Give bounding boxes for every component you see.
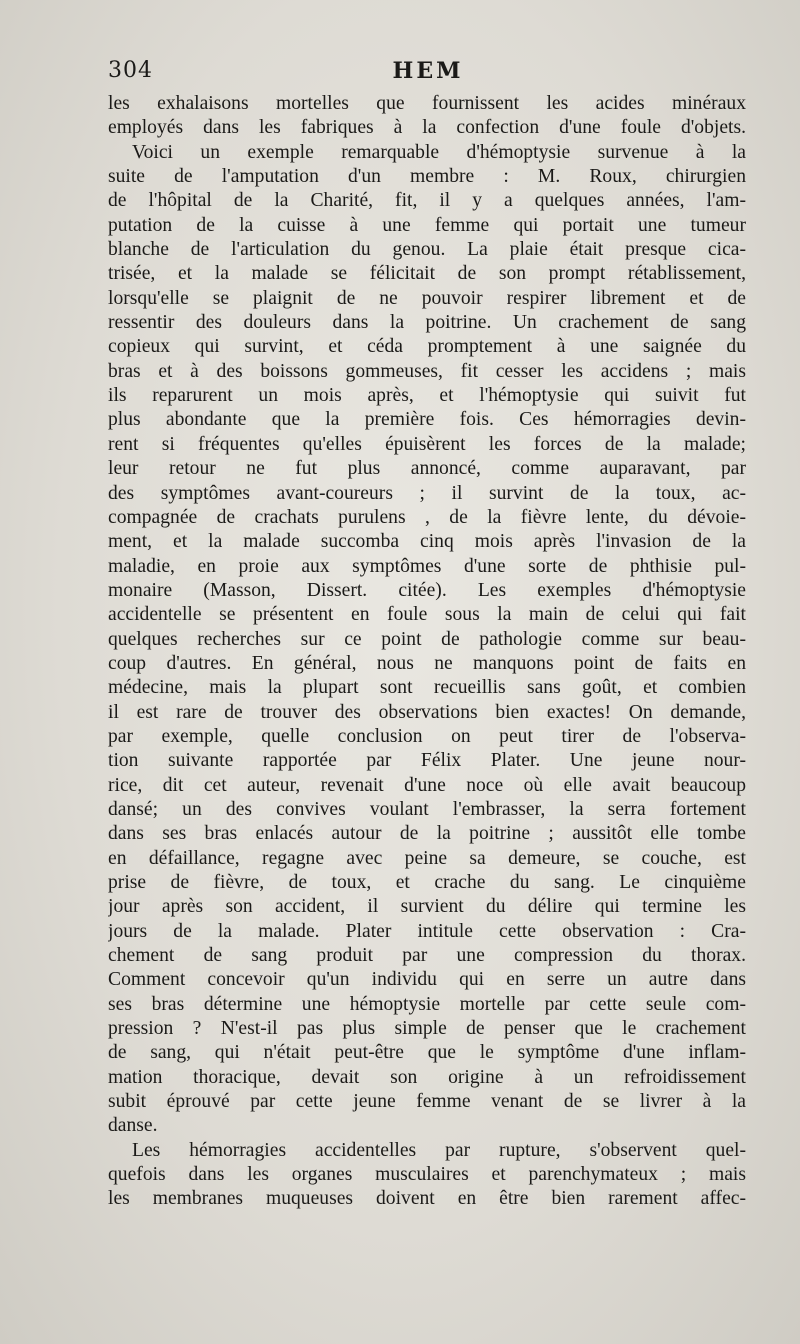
text-line: dansé; un des convives voulant l'embrasser, la serra fortement xyxy=(108,798,746,820)
text-line: Les hémorragies accidentelles par rupture, s'observent quel- xyxy=(132,1139,746,1161)
text-line: médecine, mais la plupart sont recueillis sans goût, et combien xyxy=(108,677,746,699)
text-line: jour après son accident, il survient du délire qui termine les xyxy=(108,896,746,918)
text-line: ment, et la malade succomba cinq mois après l'invasion de la xyxy=(108,531,746,553)
text-line: dans ses bras enlacés autour de la poitrine ; aussitôt elle tombe xyxy=(108,823,746,845)
text-line: mation thoracique, devait son origine à un refroidissement xyxy=(108,1066,746,1088)
running-head: HEM xyxy=(392,58,464,84)
text-line: subit éprouvé par cette jeune femme venant de se livrer à la xyxy=(108,1091,746,1113)
text-line: de l'hôpital de la Charité, fit, il y a quelques années, l'am- xyxy=(108,190,746,212)
text-line: les membranes muqueuses doivent en être bien rarement affec- xyxy=(108,1188,746,1210)
text-line: maladie, en proie aux symptômes d'une sorte de phthisie pul- xyxy=(108,555,746,577)
text-line: chement de sang produit par une compression du thorax. xyxy=(108,945,746,967)
text-line: bras et à des boissons gommeuses, fit cesser les accidens ; mais xyxy=(108,360,746,382)
text-line: jours de la malade. Plater intitule cette observation : Cra- xyxy=(108,920,746,942)
text-line: copieux qui survint, et céda promptement à une saignée du xyxy=(108,336,746,358)
text-line: danse. xyxy=(108,1115,158,1137)
text-line: quelques recherches sur ce point de pathologie comme sur beau- xyxy=(108,628,746,650)
text-line: tion suivante rapportée par Félix Plater. Une jeune nour- xyxy=(108,750,746,772)
text-line: compagnée de crachats purulens , de la fièvre lente, du dévoie- xyxy=(108,506,746,528)
text-line: suite de l'amputation d'un membre : M. Roux, chirurgien xyxy=(108,166,746,188)
text-line: quefois dans les organes musculaires et parenchymateux ; mais xyxy=(108,1164,746,1186)
text-line: Voici un exemple remarquable d'hémoptysie survenue à la xyxy=(132,141,746,163)
text-line: Comment concevoir qu'un individu qui en serre un autre dans xyxy=(108,969,746,991)
text-line: employés dans les fabriques à la confection d'une foule d'objets. xyxy=(108,117,746,139)
text-line: lorsqu'elle se plaignit de ne pouvoir respirer librement et de xyxy=(108,287,746,309)
text-line: de sang, qui n'était peut-être que le symptôme d'une inflam- xyxy=(108,1042,746,1064)
text-line: ressentir des douleurs dans la poitrine. Un crachement de sang xyxy=(108,312,746,334)
body-text xyxy=(108,92,746,1212)
text-line: il est rare de trouver des observations bien exactes! On demande, xyxy=(108,701,746,723)
text-line: par exemple, quelle conclusion on peut tirer de l'observa- xyxy=(108,725,746,747)
text-line: coup d'autres. En général, nous ne manquons point de faits en xyxy=(108,652,746,674)
text-line: les exhalaisons mortelles que fournissent les acides minéraux xyxy=(108,93,746,114)
text-line: accidentelle se présentent en foule sous la main de celui qui fait xyxy=(108,604,746,626)
text-line: putation de la cuisse à une femme qui portait une tumeur xyxy=(108,214,746,236)
page-number: 304 xyxy=(108,58,153,83)
text-line: plus abondante que la première fois. Ces hémorragies devin- xyxy=(108,409,746,431)
text-line: ils reparurent un mois après, et l'hémoptysie qui suivit fut xyxy=(108,385,746,407)
text-line: prise de fièvre, de toux, et crache du sang. Le cinquième xyxy=(108,872,746,893)
text-line: leur retour ne fut plus annoncé, comme auparavant, par xyxy=(108,458,746,480)
text-line: pression ? N'est-il pas plus simple de penser que le crachement xyxy=(108,1018,746,1040)
text-line: ses bras détermine une hémoptysie mortelle par cette seule com- xyxy=(108,993,746,1015)
text-line: en défaillance, regagne avec peine sa demeure, se couche, est xyxy=(108,847,746,869)
page-header xyxy=(108,58,748,90)
text-line: des symptômes avant-coureurs ; il survint de la toux, ac- xyxy=(108,482,746,504)
text-line: rent si fréquentes qu'elles épuisèrent les forces de la malade; xyxy=(108,433,746,455)
text-line: rice, dit cet auteur, revenait d'une noce où elle avait beaucoup xyxy=(108,774,746,796)
text-line: monaire (Masson, Dissert. citée). Les exemples d'hémoptysie xyxy=(108,579,746,601)
text-line: trisée, et la malade se félicitait de son prompt rétablissement, xyxy=(108,263,746,285)
text-line: blanche de l'articulation du genou. La plaie était presque cica- xyxy=(108,239,746,261)
